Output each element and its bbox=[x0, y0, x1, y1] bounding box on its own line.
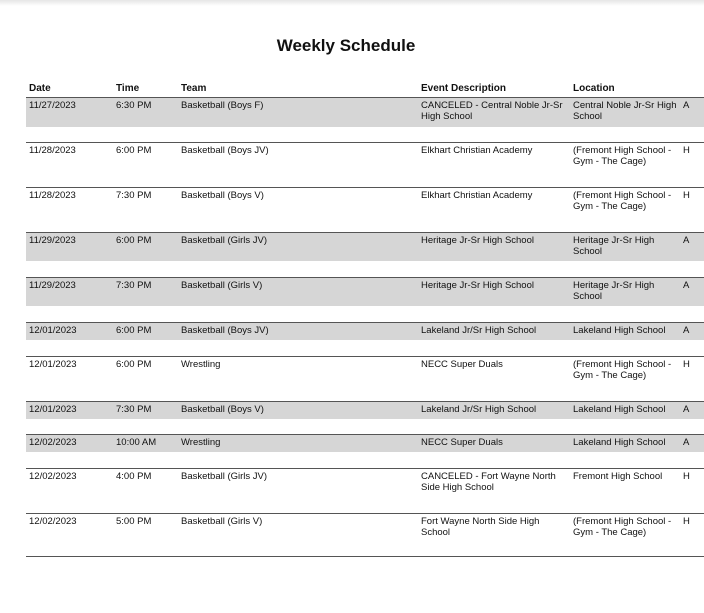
cell-time: 4:00 PM bbox=[116, 471, 152, 482]
cell-home-away: H bbox=[683, 471, 690, 482]
cell-date: 11/28/2023 bbox=[29, 190, 76, 201]
table-row bbox=[26, 401, 704, 419]
cell-location: (Fremont High School - Gym - The Cage) bbox=[573, 190, 672, 212]
header-event-description: Event Description bbox=[421, 83, 507, 94]
table-bottom-rule bbox=[26, 556, 704, 557]
cell-date: 12/02/2023 bbox=[29, 471, 77, 482]
table-row bbox=[26, 97, 704, 127]
cell-team: Basketball (Boys JV) bbox=[181, 145, 269, 156]
cell-time: 6:00 PM bbox=[116, 145, 152, 156]
cell-date: 11/28/2023 bbox=[29, 145, 76, 156]
cell-home-away: H bbox=[683, 516, 690, 527]
table-row bbox=[26, 142, 704, 187]
cell-home-away: H bbox=[683, 190, 690, 201]
cell-time: 6:00 PM bbox=[116, 359, 152, 370]
cell-home-away: A bbox=[683, 100, 690, 111]
cell-location: (Fremont High School - Gym - The Cage) bbox=[573, 516, 672, 538]
cell-time: 6:30 PM bbox=[116, 100, 152, 111]
table-row bbox=[26, 232, 704, 261]
cell-date: 11/29/2023 bbox=[29, 280, 76, 291]
cell-event: Heritage Jr-Sr High School bbox=[421, 280, 534, 291]
cell-location: Heritage Jr-Sr High School bbox=[573, 235, 655, 257]
cell-time: 6:00 PM bbox=[116, 325, 152, 336]
header-team: Team bbox=[181, 83, 207, 94]
cell-home-away: H bbox=[683, 145, 690, 156]
cell-date: 12/02/2023 bbox=[29, 516, 77, 527]
cell-event: CANCELED - Central Noble Jr-Sr High School bbox=[421, 100, 563, 122]
cell-date: 11/27/2023 bbox=[29, 100, 76, 111]
header-time: Time bbox=[116, 83, 140, 94]
cell-location: (Fremont High School - Gym - The Cage) bbox=[573, 145, 672, 167]
cell-event: CANCELED - Fort Wayne North Side High School bbox=[421, 471, 556, 493]
table-row bbox=[26, 277, 704, 306]
cell-home-away: A bbox=[683, 437, 690, 448]
cell-time: 7:30 PM bbox=[116, 280, 152, 291]
cell-home-away: A bbox=[683, 235, 690, 246]
cell-event: Elkhart Christian Academy bbox=[421, 190, 533, 201]
cell-date: 12/01/2023 bbox=[29, 359, 77, 370]
cell-event: Fort Wayne North Side High School bbox=[421, 516, 540, 538]
cell-time: 7:30 PM bbox=[116, 190, 152, 201]
table-row bbox=[26, 513, 704, 558]
cell-location: Fremont High School bbox=[573, 471, 663, 482]
top-shadow bbox=[0, 0, 704, 6]
cell-date: 12/01/2023 bbox=[29, 325, 77, 336]
cell-team: Basketball (Girls V) bbox=[181, 516, 263, 527]
cell-home-away: A bbox=[683, 280, 690, 291]
cell-home-away: H bbox=[683, 359, 690, 370]
cell-date: 12/01/2023 bbox=[29, 404, 77, 415]
table-row bbox=[26, 322, 704, 340]
cell-location: Heritage Jr-Sr High School bbox=[573, 280, 655, 302]
cell-team: Basketball (Boys V) bbox=[181, 190, 264, 201]
cell-date: 12/02/2023 bbox=[29, 437, 77, 448]
cell-event: Lakeland Jr/Sr High School bbox=[421, 404, 537, 415]
table-row bbox=[26, 434, 704, 452]
cell-date: 11/29/2023 bbox=[29, 235, 76, 246]
cell-location: (Fremont High School - Gym - The Cage) bbox=[573, 359, 672, 381]
cell-team: Wrestling bbox=[181, 359, 221, 370]
cell-team: Basketball (Boys F) bbox=[181, 100, 264, 111]
cell-team: Basketball (Girls JV) bbox=[181, 471, 268, 482]
cell-team: Wrestling bbox=[181, 437, 221, 448]
cell-event: NECC Super Duals bbox=[421, 359, 503, 370]
table-row bbox=[26, 187, 704, 232]
cell-time: 6:00 PM bbox=[116, 235, 152, 246]
cell-time: 10:00 AM bbox=[116, 437, 157, 448]
cell-home-away: A bbox=[683, 325, 690, 336]
table-row bbox=[26, 356, 704, 401]
header-date: Date bbox=[29, 83, 51, 94]
cell-team: Basketball (Girls JV) bbox=[181, 235, 268, 246]
cell-team: Basketball (Girls V) bbox=[181, 280, 263, 291]
schedule-table bbox=[26, 97, 704, 558]
cell-home-away: A bbox=[683, 404, 690, 415]
cell-event: NECC Super Duals bbox=[421, 437, 503, 448]
cell-team: Basketball (Boys JV) bbox=[181, 325, 269, 336]
cell-event: Elkhart Christian Academy bbox=[421, 145, 533, 156]
cell-location: Central Noble Jr-Sr High School bbox=[573, 100, 677, 122]
header-location: Location bbox=[573, 83, 615, 94]
cell-team: Basketball (Boys V) bbox=[181, 404, 264, 415]
cell-time: 7:30 PM bbox=[116, 404, 152, 415]
page-title: Weekly Schedule bbox=[276, 36, 416, 55]
cell-event: Heritage Jr-Sr High School bbox=[421, 235, 534, 246]
cell-location: Lakeland High School bbox=[573, 404, 666, 415]
table-row bbox=[26, 468, 704, 513]
cell-location: Lakeland High School bbox=[573, 325, 666, 336]
cell-event: Lakeland Jr/Sr High School bbox=[421, 325, 537, 336]
cell-location: Lakeland High School bbox=[573, 437, 666, 448]
cell-time: 5:00 PM bbox=[116, 516, 152, 527]
